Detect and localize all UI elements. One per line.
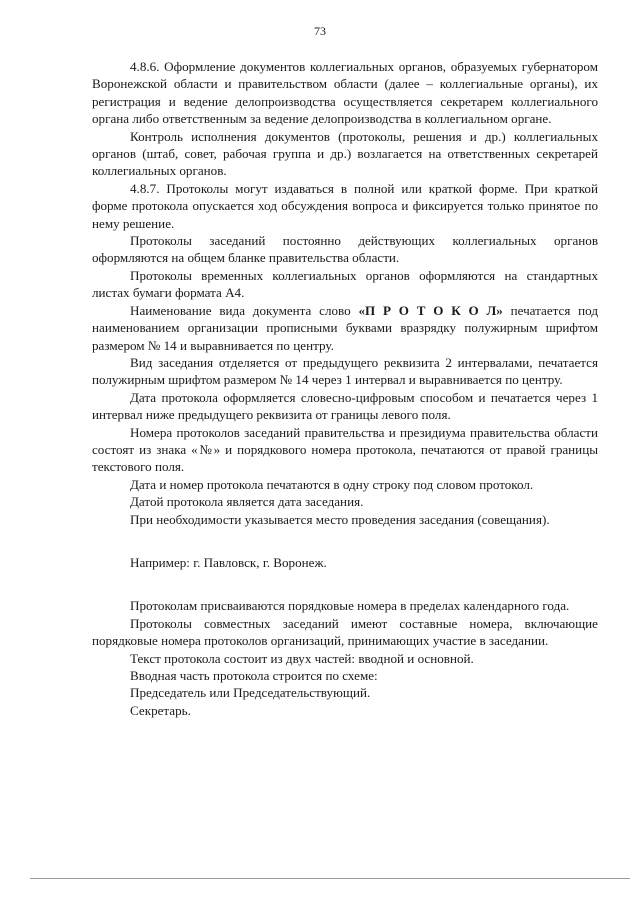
paragraph-text-parts: Текст протокола состоит из двух частей: вводной и основной. — [130, 650, 474, 666]
paragraph-4-8-7: 4.8.7. Протоколы могут издаваться в полной или краткой форме. При краткой форме протокола опускается ход обсуждения вопроса и фиксируется только принятое по нему решение. — [92, 180, 598, 231]
paragraph-temporary-bodies: Протоколы временных коллегиальных органов оформляются на стандартных листах бумаги формата А4. — [92, 267, 598, 301]
paragraph-document-title — [92, 302, 598, 354]
paragraph-protocol-numbers: Номера протоколов заседаний правительства и президиума правительства области состоят из знака «№» и порядкового номера протокола, печатаются от правой границы текстового поля. — [92, 424, 598, 475]
paragraph-chairman: Председатель или Председательствующий. — [130, 685, 371, 701]
text-run: Наименование вида документа слово — [130, 302, 359, 318]
paragraph-intro-scheme: Вводная часть протокола строится по схеме: — [130, 668, 378, 683]
paragraph-4-8-6: 4.8.6. Оформление документов коллегиальных органов, образуемых губернатором Воронежской области и правительством области (далее – коллегиальные органы), их регистрация и ведение делопроизводства осуществляется секретарем коллегиального органа либо ответственным за ведение делопроизводства в коллегиальном органе. — [92, 59, 598, 127]
page-number: 73 — [314, 24, 326, 38]
paragraph-protocol-date: Дата протокола оформляется словесно-цифровым способом и печатается через 1 интервал ниже предыдущего реквизита от границы левого поля. — [92, 389, 598, 423]
paragraph-meeting-place: При необходимости указывается место проведения заседания (совещания). — [130, 511, 550, 527]
protocol-word: «П Р О Т О К О Л» — [358, 302, 503, 318]
paragraph-example: Например: г. Павловск, г. Воронеж. — [130, 554, 327, 570]
paragraph-control: Контроль исполнения документов (протоколы, решения и др.) коллегиальных органов (штаб, совет, рабочая группа и др.) возлагается на ответственных секретарей коллегиальных органов. — [92, 128, 598, 179]
scan-edge-line — [30, 878, 630, 879]
paragraph-protocol-date-def: Датой протокола является дата заседания. — [130, 494, 364, 510]
paragraph-permanent-bodies: Протоколы заседаний постоянно действующих коллегиальных органов оформляются на общем бланке правительства области. — [92, 233, 598, 266]
paragraph-date-and-number: Дата и номер протокола печатаются в одну строку под словом протокол. — [130, 476, 534, 492]
document-body — [92, 58, 598, 719]
paragraph-meeting-type: Вид заседания отделяется от предыдущего реквизита 2 интервалами, печатается полужирным шрифтом размером № 14 через 1 интервал и выравнивается по центру. — [92, 354, 598, 388]
text-run: печатается под наименованием организации прописными буквами вразрядку полужирным шрифтом размером № 14 и выравнивается по центру. — [92, 302, 598, 353]
paragraph-joint-meetings: Протоколы совместных заседаний имеют составные номера, включающие порядковые номера протоколов организаций, принимающих участие в заседании. — [92, 615, 598, 649]
paragraph-secretary: Секретарь. — [130, 702, 191, 718]
paragraph-numbering: Протоколам присваиваются порядковые номера в пределах календарного года. — [130, 598, 570, 614]
